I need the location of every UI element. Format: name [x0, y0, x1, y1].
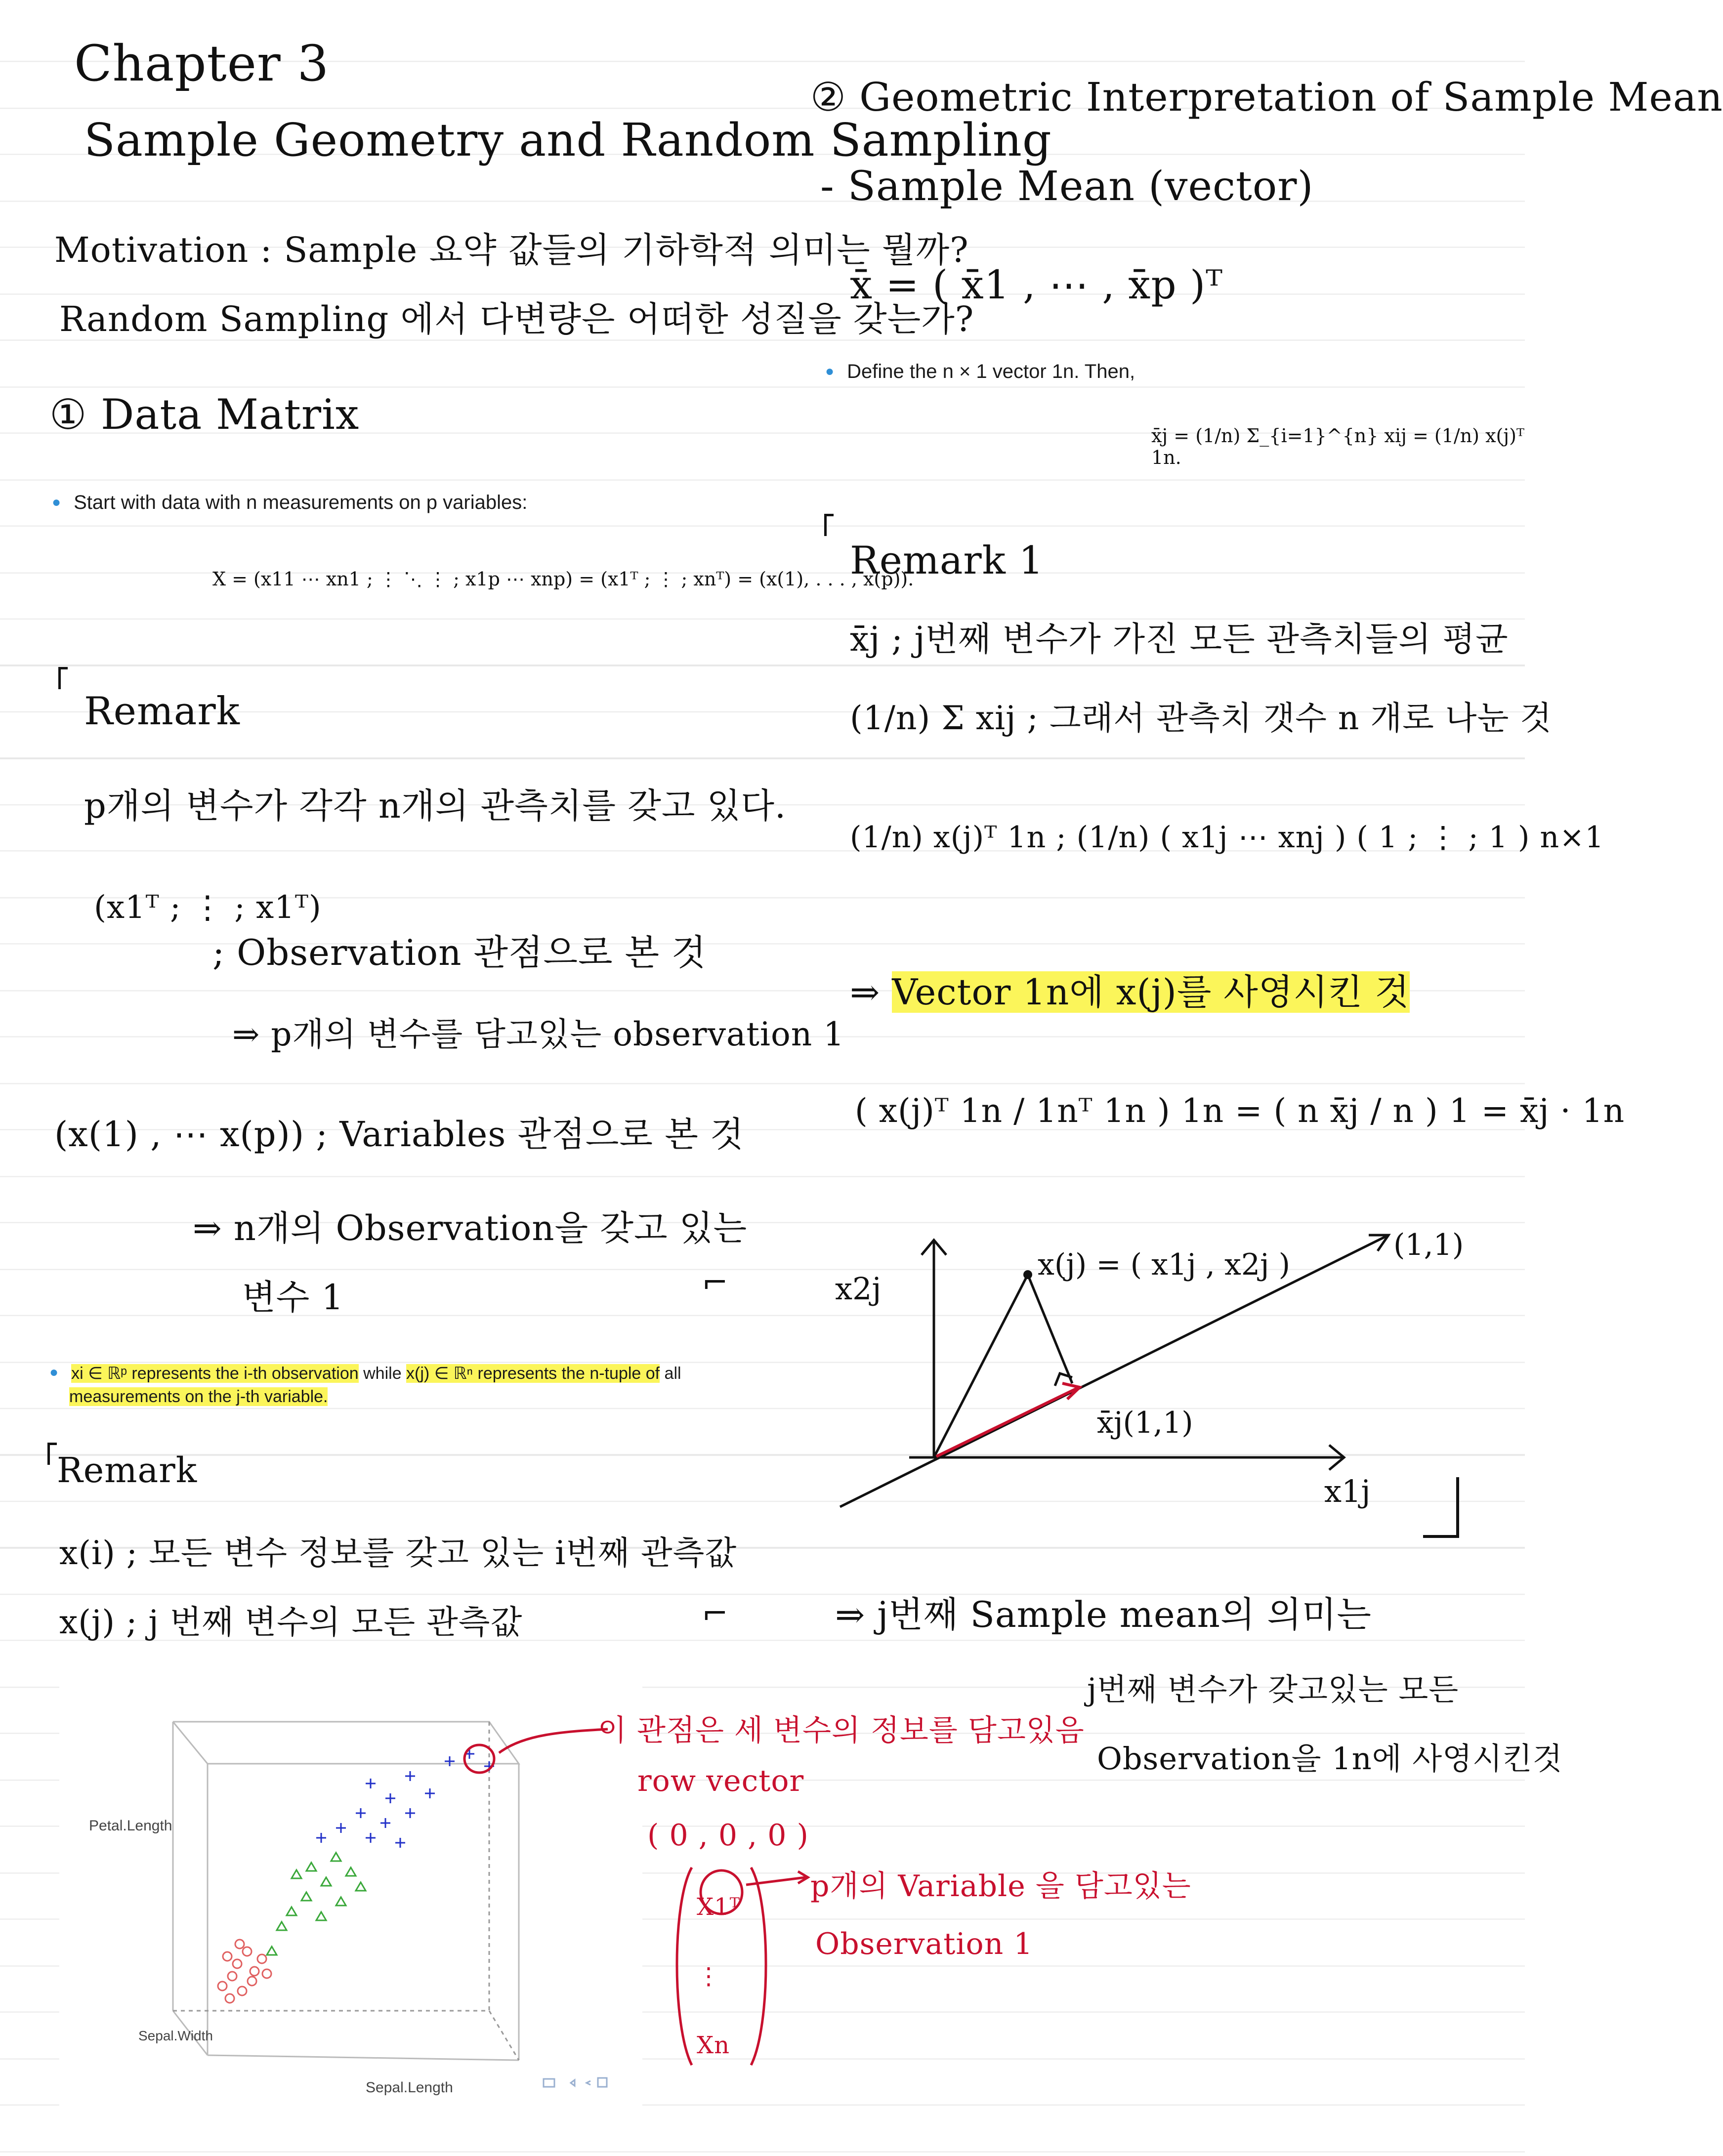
- remark-3-line-3: (1/n) x(j)ᵀ 1n ; (1/n) ( x1j ⋯ xnj ) ( 1 ; ⋮ ; 1 ) n×1: [850, 820, 1604, 855]
- sample-mean-subheading: - Sample Mean (vector): [820, 163, 1314, 210]
- bullet-define-one-vector: ● Define the n × 1 vector 1n. Then,: [825, 361, 1135, 383]
- remark-3-line-1: x̄j ; j번째 변수가 가진 모든 관측치들의 평균: [850, 620, 1509, 659]
- red-note-4: p개의 Variable 을 담고있는: [810, 1869, 1191, 1904]
- trailing-text: all: [660, 1364, 681, 1383]
- red-note-5: Observation 1: [815, 1927, 1033, 1961]
- diagram-point-label: x(j) = ( x1j , x2j ): [1038, 1247, 1291, 1282]
- bullet-observation-definition: [49, 1364, 681, 1383]
- red-observation-vector-drawing: [662, 1863, 825, 2070]
- highlight-variable: x(j) ∈ ℝⁿ represents the n-tuple of: [406, 1364, 660, 1383]
- remark-1-title: Remark: [84, 689, 240, 734]
- motivation-line-1: Motivation : Sample 요약 값들의 기하학적 의미는 뭘까?: [54, 230, 969, 270]
- plot-y-axis-label: Petal.Length: [89, 1818, 172, 1834]
- projection-vector: [936, 1388, 1077, 1456]
- red-note-1: 이 관점은 세 변수의 정보를 담고있음: [598, 1713, 1085, 1748]
- highlight-observation: xi ∈ ℝᵖ represents the i-th observation: [71, 1364, 359, 1383]
- red-pointer-arrow: [494, 1719, 613, 1759]
- chapter-heading: Chapter 3: [74, 35, 330, 92]
- remark-2-line-2: x(j) ; j 번째 변수의 모든 관측값: [59, 1603, 523, 1641]
- end-mark: ⌐: [702, 1596, 729, 1632]
- chapter-title: Sample Geometry and Random Sampling: [84, 114, 1052, 166]
- remark-3-title: Remark 1: [850, 539, 1044, 583]
- bullet-data-description: ● Start with data with n measurements on p variables:: [52, 492, 527, 514]
- remark-3-line-5: ⇒ j번째 Sample mean의 의미는: [835, 1594, 1372, 1635]
- remark-1-observation-vector: (x1ᵀ ; ⋮ ; x1ᵀ): [94, 889, 322, 926]
- bullet-observation-definition-cont: [69, 1387, 328, 1407]
- remark-3-line-2: (1/n) Σ xij ; 그래서 관측치 갯수 n 개로 나눈 것: [850, 699, 1553, 737]
- perpendicular-drop: [1028, 1275, 1072, 1383]
- red-vector-entries: X1ᵀ ⋮ Xn: [697, 1893, 740, 2059]
- projection-equation: ( x(j)ᵀ 1n / 1nᵀ 1n ) 1n = ( n x̄j / n ) 1 = x̄j · 1n: [855, 1092, 1625, 1130]
- section-geometric-interpretation: ② Geometric Interpretation of Sample Mean: [810, 74, 1723, 120]
- end-mark: ⌐: [702, 1265, 729, 1301]
- remark-2-title: Remark: [57, 1450, 198, 1491]
- section-data-matrix: ① Data Matrix: [49, 390, 360, 439]
- point-vector: [934, 1275, 1028, 1457]
- plot-depth-axis-label: Sepal.Width: [138, 2028, 213, 2043]
- highlight-measurements: measurements on the j-th variable.: [69, 1387, 328, 1406]
- remark-bracket: [824, 514, 834, 536]
- remark-1-line-3: ⇒ p개의 변수를 담고있는 observation 1: [232, 1015, 845, 1053]
- remark-bracket: [58, 667, 68, 689]
- remark-3-line-4: [850, 963, 1410, 1015]
- diagram-y-label: x2j: [835, 1271, 882, 1307]
- sample-mean-equation: x̄j = (1/n) Σ_{i=1}^{n} xij = (1/n) x(j)ᵀ 1n.: [1151, 425, 1524, 468]
- connector-text: while: [358, 1364, 407, 1383]
- sample-mean-vector: x̄ = ( x̄1 , ⋯ , x̄p )ᵀ: [850, 262, 1223, 308]
- diagram-projection-label: x̄j(1,1): [1097, 1406, 1193, 1440]
- remark-1-line-4: (x(1) , ⋯ x(p)) ; Variables 관점으로 본 것: [54, 1114, 744, 1155]
- remark-3-line-6: j번째 변수가 갖고있는 모든: [1087, 1671, 1459, 1707]
- remark-1-line-5: ⇒ n개의 Observation을 갖고 있는: [193, 1208, 748, 1248]
- motivation-line-2: Random Sampling 에서 다변량은 어떠한 성질을 갖는가?: [59, 299, 974, 339]
- highlight-projection: Vector 1n에 x(j)를 사영시킨 것: [892, 971, 1410, 1013]
- red-note-3: ( 0 , 0 , 0 ): [647, 1818, 809, 1853]
- implies-arrow: ⇒: [850, 971, 892, 1013]
- plot-x-axis-label: Sepal.Length: [366, 2079, 453, 2096]
- remark-bracket: [47, 1443, 57, 1465]
- remark-2-line-1: x(i) ; 모든 변수 정보를 갖고 있는 i번째 관측값: [59, 1534, 737, 1572]
- remark-1-line-6: 변수 1: [242, 1277, 344, 1318]
- data-matrix-equation: X = (x11 ⋯ xn1 ; ⋮ ⋱ ⋮ ; x1p ⋯ xnp) = (x1ᵀ ; ⋮ ; xnᵀ) = (x(1), . . . , x(p)).: [212, 568, 914, 590]
- remark-1-line-2: ; Observation 관점으로 본 것: [212, 932, 707, 973]
- diagram-one-one-label: (1,1): [1393, 1228, 1464, 1262]
- diagram-x-label: x1j: [1324, 1473, 1371, 1509]
- remark-1-line-1: p개의 변수가 각각 n개의 관측치를 갖고 있다.: [84, 786, 787, 826]
- projection-diagram: [830, 1220, 1512, 1586]
- remark-3-line-7: Observation을 1n에 사영시킨것: [1097, 1741, 1563, 1777]
- red-note-2: row vector: [637, 1764, 804, 1798]
